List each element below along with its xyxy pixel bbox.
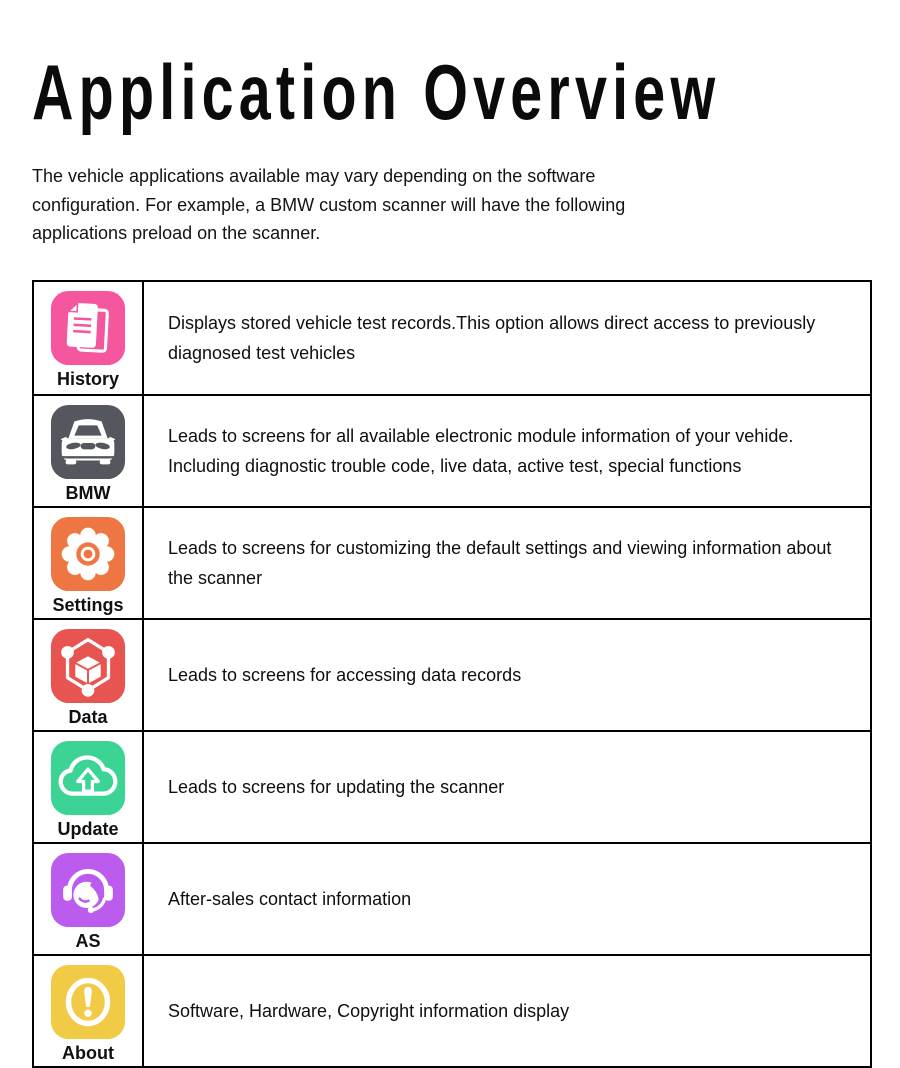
app-description: Leads to screens for accessing data records: [168, 664, 522, 685]
data-app-cell: [34, 620, 144, 730]
update-app-cell: [34, 732, 144, 842]
app-description: Leads to screens for updating the scanner: [168, 776, 505, 797]
as-app-cell: [34, 844, 144, 954]
app-label: AS: [75, 930, 101, 951]
history-app-cell: [34, 282, 144, 394]
cube-network-icon: [49, 627, 127, 705]
table-row: [34, 506, 870, 618]
app-description: Leads to screens for all available electronic module information of your vehide. Including diagnostic trouble code, live data, active test, special functions: [168, 425, 794, 476]
intro-paragraph: The vehicle applications available may vary depending on the software configuration. For example, a BMW custom scanner will have the following applications preload on the scanner.: [32, 166, 626, 243]
app-description: Displays stored vehicle test records.This option allows direct access to previously diagnosed test vehicles: [168, 312, 816, 363]
table-row: [34, 954, 870, 1066]
app-label: Settings: [52, 594, 124, 615]
application-table: [32, 280, 872, 1068]
app-label: History: [56, 368, 119, 389]
table-row: [34, 842, 870, 954]
table-row: [34, 618, 870, 730]
app-description: After-sales contact information: [168, 888, 412, 909]
app-label: Update: [57, 818, 119, 839]
table-row: [34, 730, 870, 842]
app-label: BMW: [65, 482, 111, 503]
about-app-cell: [34, 956, 144, 1066]
table-row: [34, 282, 870, 394]
table-row: [34, 394, 870, 506]
settings-app-cell: [34, 508, 144, 618]
exclamation-icon: [49, 963, 127, 1041]
headset-support-icon: [49, 851, 127, 929]
app-description: Leads to screens for customizing the default settings and viewing information about the scanner: [168, 537, 832, 588]
app-label: Data: [68, 706, 108, 727]
cloud-upload-icon: [49, 739, 127, 817]
car-icon: [49, 403, 127, 481]
bmw-app-cell: [34, 396, 144, 506]
app-label: About: [62, 1042, 114, 1063]
history-documents-icon: [49, 289, 127, 367]
gear-icon: [49, 515, 127, 593]
app-description: Software, Hardware, Copyright information display: [168, 1000, 570, 1021]
page-title: Application Overview: [32, 48, 721, 136]
